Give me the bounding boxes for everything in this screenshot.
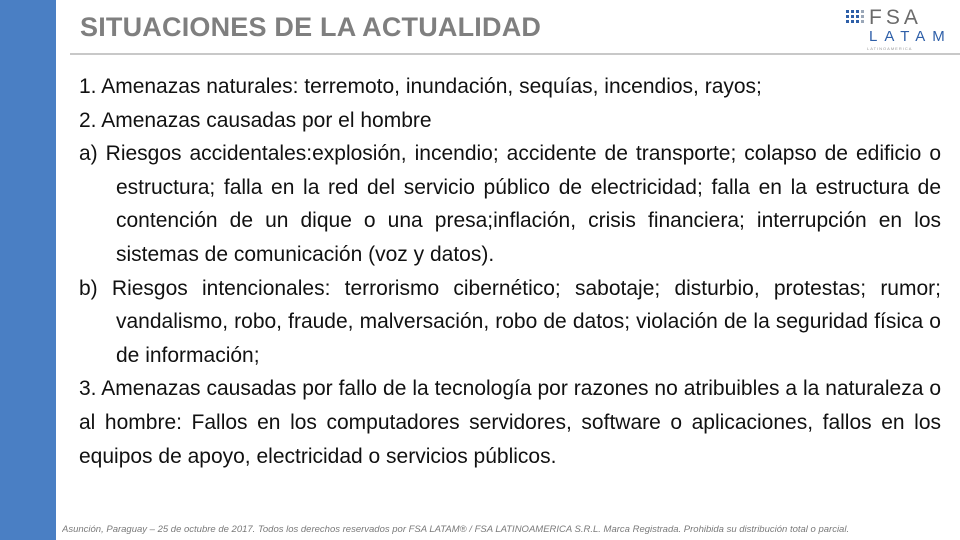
item-natural-threats: 1. Amenazas naturales: terremoto, inundación, sequías, incendios, rayos;: [79, 75, 762, 98]
item-intentional-risks: b) Riesgos intencionales: terrorismo cibernético; sabotaje; disturbio, protestas; rumor; vandalismo, robo, fraude, malversación, robo de datos; violación de la seguridad física o de información;: [79, 276, 941, 367]
slide-content: [79, 70, 941, 473]
title-divider: [70, 53, 960, 55]
slide-title: SITUACIONES DE LA ACTUALIDAD: [80, 12, 542, 42]
logo-sub-text: LATAM: [869, 28, 952, 45]
footer-copyright: Asunción, Paraguay – 25 de octubre de 2017. Todos los derechos reservados por FSA LATAM® / FSA LATINOAMERICA S.R.L. Marca Registrada. Prohibida su distribución total o parcial.: [62, 524, 850, 535]
dot-grid-icon: [845, 9, 865, 29]
logo-main-text: FSA: [869, 6, 922, 29]
item-human-threats: 2. Amenazas causadas por el hombre: [79, 108, 432, 132]
item-technology-threats: 3. Amenazas causadas por fallo de la tecnología por razones no atribuibles a la naturaleza o al hombre: Fallos en los computadores servidores, software o aplicaciones, fallos en los equipos de apoyo, electricidad o servicios públicos.: [79, 377, 941, 468]
item-accidental-risks: a) Riesgos accidentales:explosión, incendio; accidente de transporte; colapso de edificio o estructura; falla en la red del servicio público de electricidad; falla en la estructura de contención de un dique o una presa;inflación, crisis financiera; interrupción en los sistemas de comunicación (voz y datos).: [79, 142, 941, 266]
logo-tagline: LATINOAMERICA: [867, 46, 913, 51]
fsa-latam-logo: [845, 6, 953, 50]
left-accent-bar: [0, 0, 56, 540]
